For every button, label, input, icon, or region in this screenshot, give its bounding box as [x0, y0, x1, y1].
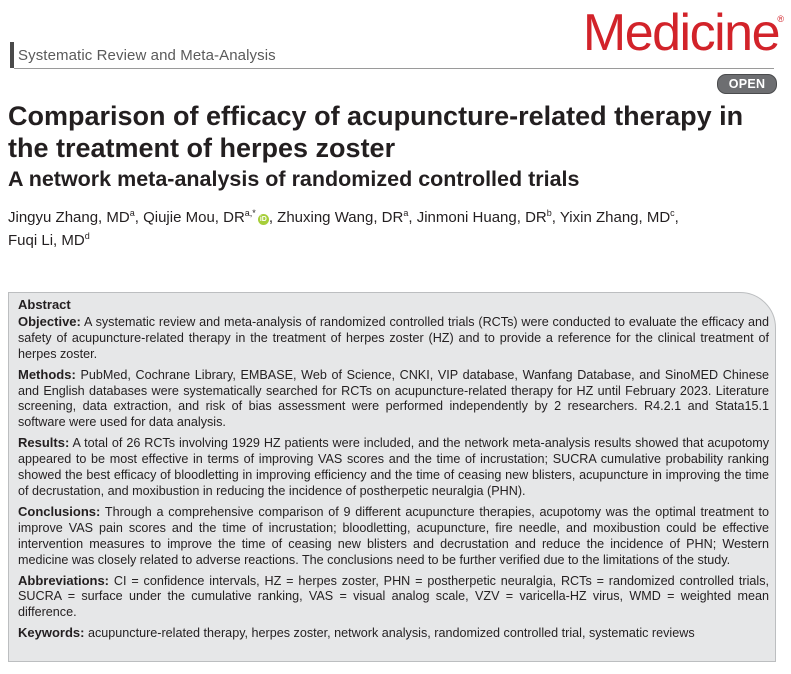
abstract-abbreviations: Abbreviations: CI = confidence intervals, HZ = herpes zoster, PHN = postherpetic neuralgia, RCTs = randomized controlled trials, SUCRA = surface under the cumulative ranking, VAS = visual analog scale, VZV = varicella-HZ virus, WMD = weighted mean difference.	[18, 572, 769, 620]
author[interactable]: Zhuxing Wang, $DR^a$	[277, 208, 409, 226]
orcid-icon[interactable]: iD	[259, 216, 267, 223]
article-title: Comparison of efficacy of acupuncture-related therapy in the treatment of herpes zoster	[8, 101, 744, 163]
section-marker	[10, 42, 14, 68]
abstract-conclusions: Conclusions: Through a comprehensive comparison of 9 different acupuncture therapies, acupotomy was the optimal treatment to improve VAS pain scores and the time of incrustation; bloodletting, acupuncture, fire needle, and moxibustion could be effective intervention measures to improve the time of ceasing new blisters and decrustation and reduce the incidence of PHN; Western medicine was closely related to adverse reactions. The conclusions need to be further verified due to the limitations of the study.	[18, 503, 769, 567]
open-access-badge: OPEN	[717, 74, 777, 94]
header-rule	[14, 68, 774, 69]
author[interactable]: Fuqi Li, $MD^d$	[8, 231, 90, 249]
article-subtitle: A network meta-analysis of randomized controlled trials	[8, 167, 580, 191]
journal-logo: Medicine	[582, 4, 779, 62]
abstract-results: Results: A total of 26 RCTs involving 1929 HZ patients were included, and the network meta-analysis results showed that acupotomy appeared to be most effective in terms of improving VAS scores and the time of incrustation; SUCRA cumulative probability ranking showed the best efficacy of bloodletting in improving efficiency and the time of ceasing new blisters, acupuncture in improving the time of decrustation, and moxibustion in reducing the incidence of postherpetic neuralgia (PHN).	[18, 435, 769, 498]
abstract-objective: Objective: A systematic review and meta-analysis of randomized controlled trials (RCTs) were conducted to evaluate the efficacy and safety of acupuncture-related therapy in the treatment of herpes zoster (HZ) and to provide a reference for the clinical treatment of herpes zoster.	[18, 313, 769, 361]
abstract-methods: Methods: PubMed, Cochrane Library, EMBASE, Web of Science, CNKI, VIP database, Wanfang Database, and SinoMED Chinese and English databases were systematically searched for RCTs on acupuncture-related therapy for HZ until February 2023. Literature screening, data extraction, and risk of bias assessment were performed independently by 2 researchers. R4.2.1 and Stata15.1 software were used for data analysis.	[18, 366, 769, 430]
author[interactable]: Jinmoni Huang, $DR^b$	[416, 208, 552, 226]
article-section-label: Systematic Review and Meta-Analysis	[18, 47, 276, 64]
abstract-keywords: Keywords: acupuncture-related therapy, herpes zoster, network analysis, randomized controlled trial, systematic reviews	[18, 625, 695, 641]
page-header	[0, 0, 791, 100]
abstract-heading: Abstract	[18, 297, 71, 312]
registered-mark: ®	[777, 14, 784, 24]
abstract-box	[8, 292, 776, 662]
author-list: Jingyu Zhang, $MD^a$, Qiujie Mou, $DR^{a,*}iD$ , Zhuxing Wang, $DR^a$, Jinmoni Huang, $DR^b$, Yixin Zhang, $MD^c$, Fuqi Li, $MD^d$	[8, 208, 679, 249]
author[interactable]: Yixin Zhang, $MD^c$	[559, 208, 675, 226]
author[interactable]: Qiujie Mou, $DR^{a,*}$	[143, 208, 256, 226]
author[interactable]: Jingyu Zhang, $MD^a$	[8, 208, 135, 226]
